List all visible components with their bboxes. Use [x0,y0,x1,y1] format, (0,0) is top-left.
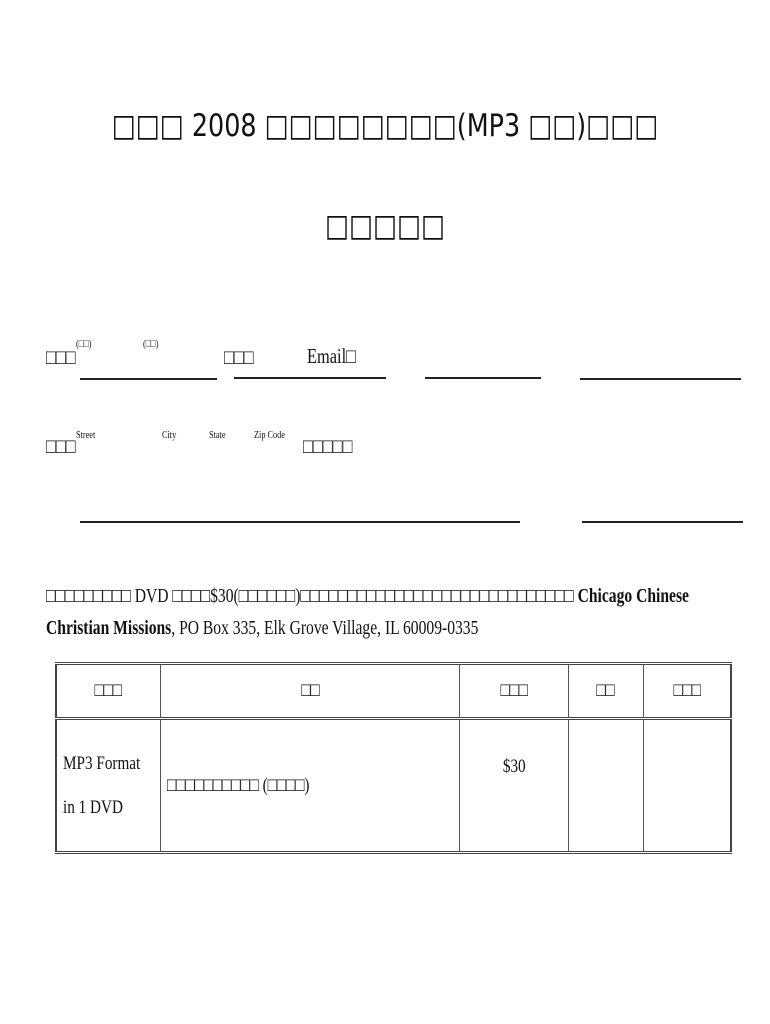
format-line-2: in 1 DVD [63,796,123,818]
format-cell [56,719,161,853]
column-header: □□ [569,664,644,719]
table-header-row [56,664,731,719]
page-title: □□□ 2008 □□□□□□□□(MP3 □□)□□□ [111,108,659,144]
table-row [56,719,731,853]
name-label: □□□ [46,345,76,369]
column-header: □□□ [56,664,161,719]
column-header: □□□ [643,664,731,719]
instructions-text: □□□□□□□□□ DVD □□□□$30(□□□□□□)□□□□□□□□□□□□□□□□□□□□□□□□□□□□□ [46,585,574,607]
state-hint: State [209,429,226,441]
address-field-line[interactable] [80,521,520,523]
name-hint-1: (□□) [76,338,92,350]
column-header: □□□ [460,664,569,719]
subtotal-cell[interactable] [643,719,731,853]
payment-instructions [46,580,709,644]
item-title: □□□□□□□□□□ (□□□□) [167,774,310,796]
name-field-line[interactable] [80,378,217,380]
email-label: Email□ [307,344,357,368]
email-field-line-2[interactable] [580,378,741,380]
item-price: $30 [502,756,526,777]
address-label: □□□ [46,434,76,458]
price-cell [460,719,569,853]
column-header: □□ [161,664,460,719]
payee-address: , PO Box 335, Elk Grove Village, IL 60009-0335 [171,617,479,639]
phone-field-line[interactable] [234,377,386,379]
zip-hint: Zip Code [254,429,285,441]
street-hint: Street [76,429,96,441]
other-label: □□□□□ [303,434,353,458]
other-field-line[interactable] [582,521,743,523]
email-field-line-1[interactable] [425,377,541,379]
phone-label: □□□ [224,345,254,369]
name-hint-2: (□□) [143,338,159,350]
payee-name: Chicago Chinese Christian Missions [46,585,689,639]
page-subtitle: □□□□□ [324,208,446,244]
order-table [55,662,732,854]
quantity-cell[interactable] [569,719,644,853]
format-line-1: MP3 Format [63,752,141,774]
city-hint: City [162,429,177,441]
title-cell [161,719,460,853]
